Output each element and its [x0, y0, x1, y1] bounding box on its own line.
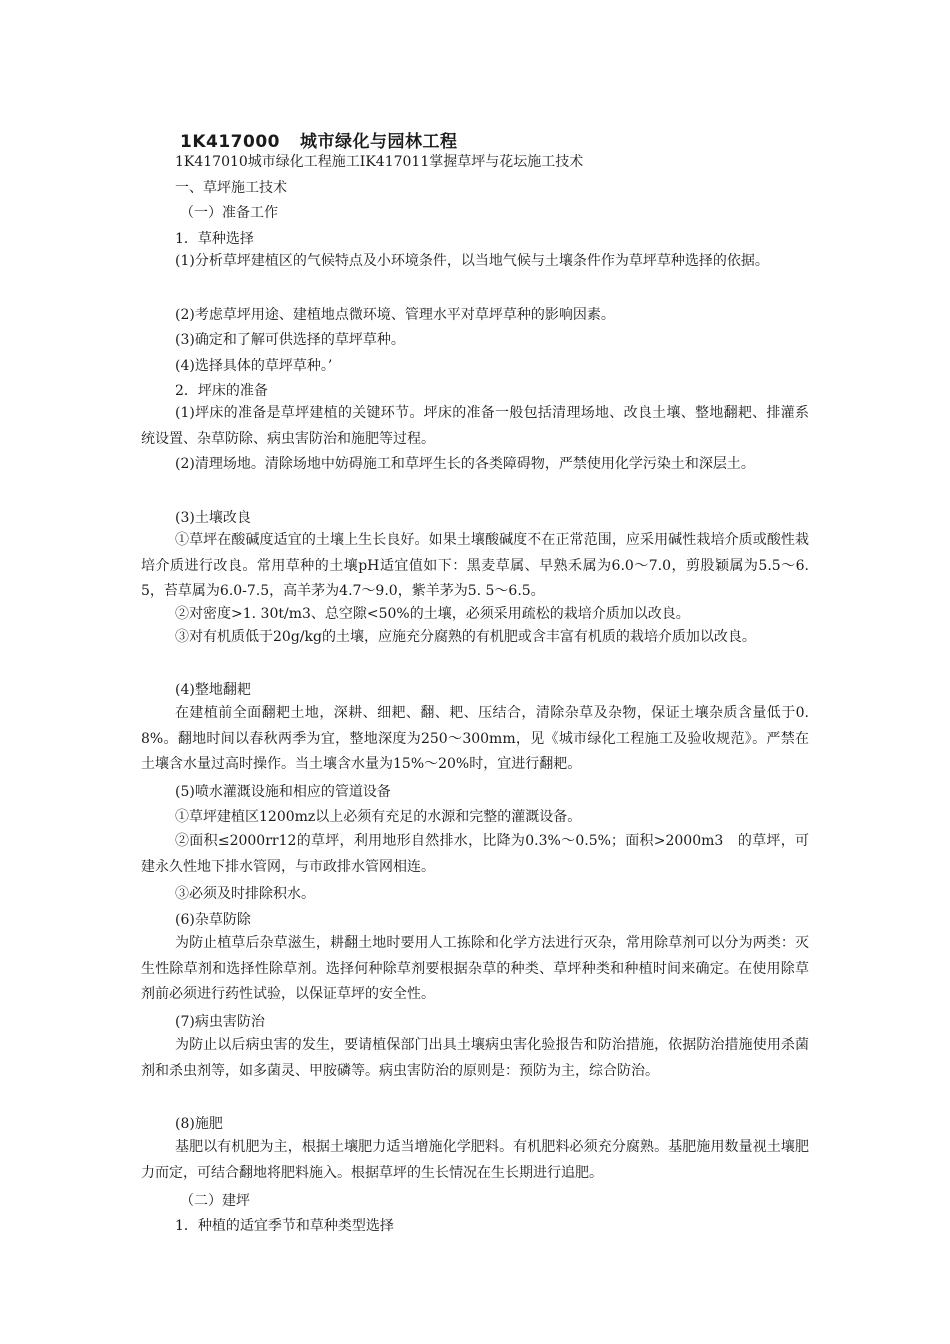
section-heading: 一、草坪施工技术 — [175, 180, 287, 196]
paragraph: (4)选择具体的草坪草种。’ — [175, 358, 333, 374]
paragraph: (8)施肥 — [175, 1116, 223, 1132]
paragraph: (3)土壤改良 — [175, 510, 251, 526]
subsection-heading: （一）准备工作 — [180, 205, 278, 221]
item-heading: 1．种植的适宜季节和草种类型选择 — [175, 1218, 394, 1234]
paragraph: (6)杂草防除 — [175, 912, 251, 928]
subsection-heading: （二）建坪 — [180, 1193, 250, 1209]
title-code: 1K417000 — [180, 132, 280, 152]
paragraph: ②面积≤2000rr12的草坪，利用地形自然排水，比降为0.3%～0.5%；面积>2000m3 的草坪，可建永久性地下排水管网，与市政排水管网相连。 — [141, 833, 809, 875]
paragraph: (2)清理场地。清除场地中妨碍施工和草坪生长的各类障碍物，严禁使用化学污染土和深层土。 — [175, 456, 755, 472]
paragraph: (3)确定和了解可供选择的草坪草种。 — [175, 332, 405, 348]
paragraph: (7)病虫害防治 — [175, 1014, 265, 1030]
paragraph: (5)喷水灌溉设施和相应的管道设备 — [175, 784, 391, 800]
subtitle: 1K417010城市绿化工程施工IK417011掌握草坪与花坛施工技术 — [175, 154, 584, 170]
paragraph: (1)坪床的准备是草坪建植的关键环节。坪床的准备一般包括清理场地、改良土壤、整地翻耙、排灌系统设置、杂草防除、病虫害防治和施肥等过程。 — [141, 405, 809, 447]
page-title — [180, 127, 457, 152]
paragraph: ③对有机质低于20g/kg的土壤，应施充分腐熟的有机肥或含丰富有机质的栽培介质加以改良。 — [175, 629, 756, 645]
title-text: 城市绿化与园林工程 — [299, 132, 458, 152]
paragraph: ①草坪建植区1200mz以上必须有充足的水源和完整的灌溉设备。 — [175, 809, 582, 825]
paragraph: 基肥以有机肥为主，根据土壤肥力适当增施化学肥料。有机肥料必须充分腐熟。基肥施用数量视土壤肥力而定，可结合翻地将肥料施入。根据草坪的生长情况在生长期进行追肥。 — [141, 1139, 809, 1181]
item-heading: 2．坪床的准备 — [175, 383, 268, 399]
paragraph: ①草坪在酸碱度适宜的土壤上生长良好。如果土壤酸碱度不在正常范围，应采用碱性栽培介质或酸性栽培介质进行改良。常用草种的土壤pH适宜值如下：黑麦草属、早熟禾属为6.0～7.0，剪股颖属为5.5～6.5，苔草属为6.0-7.5，高羊茅为4.7～9.0，紫羊茅为5. 5～6.5。 — [141, 532, 809, 600]
paragraph: ③必须及时排除积水。 — [175, 886, 315, 902]
paragraph: 在建植前全面翻耙土地，深耕、细耙、翻、耙、压结合，清除杂草及杂物，保证土壤杂质含量低于0. 8%。翻地时间以春秋两季为宜，整地深度为250～300mm，见《城市绿化工程施工及验收规范》。严禁在土壤含水量过高时操作。当土壤含水量为15%～20%时，宜进行翻耙。 — [141, 705, 809, 773]
paragraph: ②对密度>1. 30t/m3、总空隙<50%的土壤，必须采用疏松的栽培介质加以改良。 — [175, 606, 690, 622]
paragraph: 为防止以后病虫害的发生，要请植保部门出具土壤病虫害化验报告和防治措施，依据防治措施使用杀菌剂和杀虫剂等，如多菌灵、甲胺磷等。病虫害防治的原则是：预防为主，综合防治。 — [141, 1037, 809, 1079]
paragraph: (4)整地翻耙 — [175, 682, 251, 698]
paragraph: (1)分析草坪建植区的气候特点及小环境条件，以当地气候与土壤条件作为草坪草种选择的依据。 — [175, 253, 769, 269]
paragraph: 为防止植草后杂草滋生，耕翻土地时要用人工拣除和化学方法进行灭杂，常用除草剂可以分为两类：灭生性除草剂和选择性除草剂。选择何种除草剂要根据杂草的种类、草坪种类和种植时间来确定。在使用除草剂前必须进行药性试验，以保证草坪的安全性。 — [141, 935, 809, 1003]
paragraph: (2)考虑草坪用途、建植地点微环境、管理水平对草坪草种的影响因素。 — [175, 307, 615, 323]
item-heading: 1．草种选择 — [175, 231, 254, 247]
